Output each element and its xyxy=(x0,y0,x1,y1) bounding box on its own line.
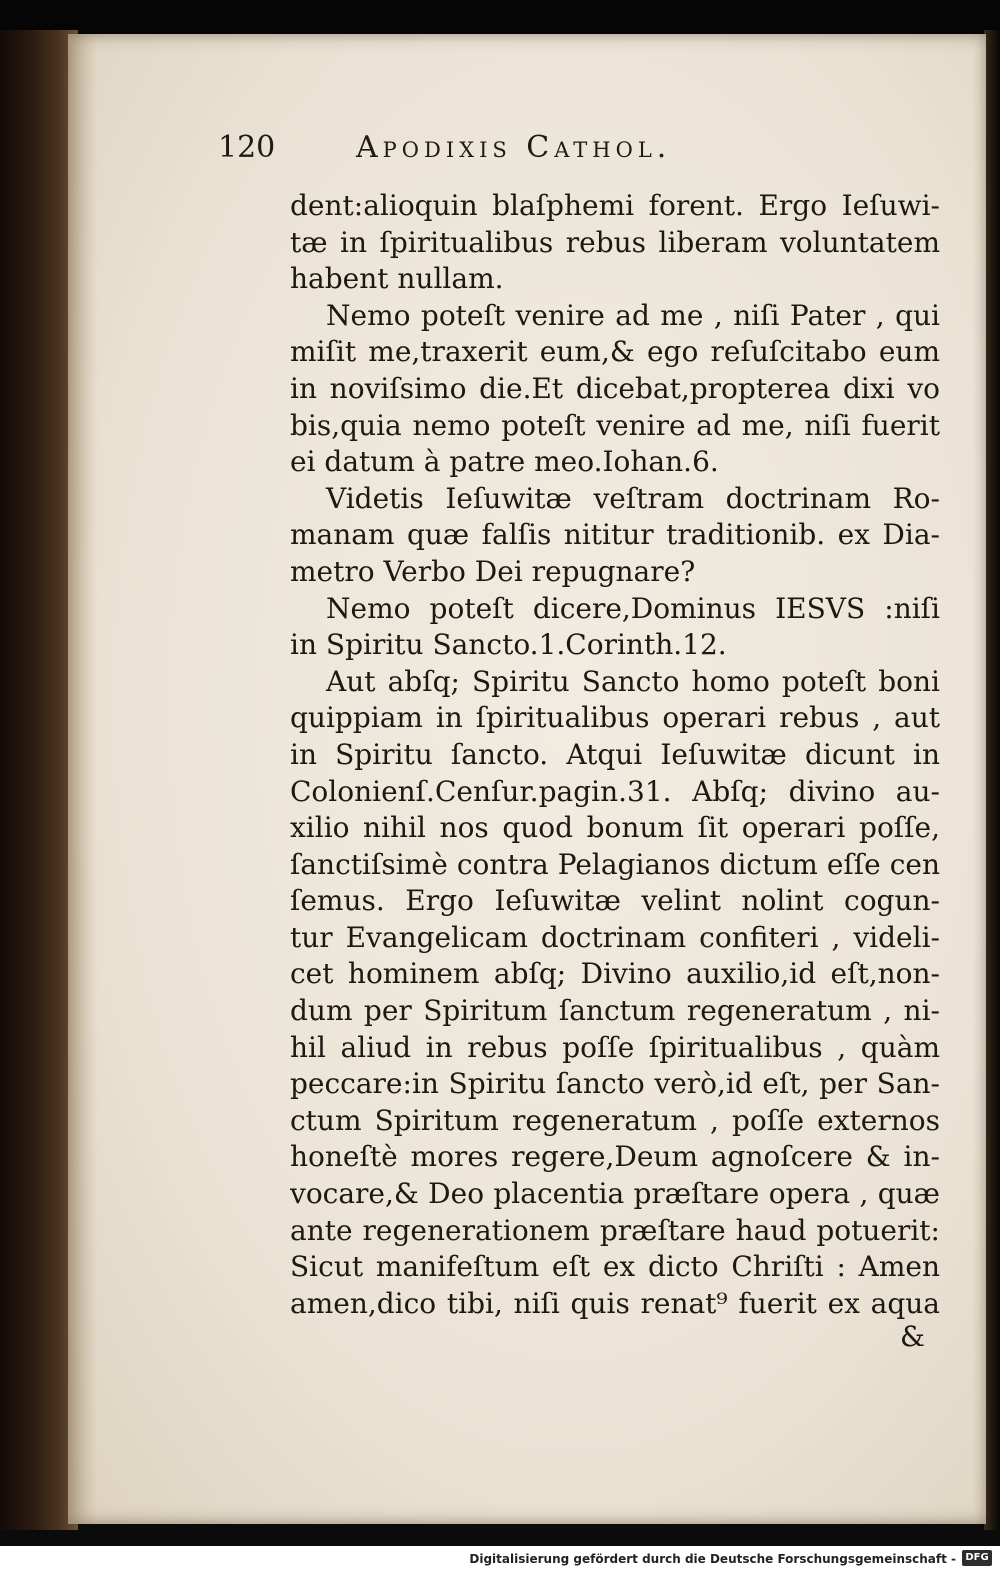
text-line: Nemo poteſt dicere,Dominus IESVS :niſi xyxy=(326,591,940,625)
text-line: peccare:in Spiritu ſancto verò,id eſt, per San- xyxy=(290,1067,940,1101)
running-head xyxy=(218,126,938,176)
funding-credit: Digitalisierung gefördert durch die Deutsche Forschungsgemeinschaft - xyxy=(469,1552,956,1566)
running-title: Apodixis Cathol. xyxy=(356,130,672,165)
text-line: Nemo poteſt venire ad me , niſi Pater , qui xyxy=(326,298,940,332)
text-line: amen,dico tibi, niſi quis renat⁹ fuerit ex aqua xyxy=(290,1286,940,1320)
text-line: in Spiritu ſancto. Atqui Ieſuwitæ dicunt in xyxy=(290,737,940,771)
text-line: ctum Spiritum regeneratum , poſſe externos xyxy=(290,1103,940,1137)
text-line: vocare,& Deo placentia præſtare opera , quæ xyxy=(290,1177,940,1211)
text-line: in noviſsimo die.Et dicebat,propterea dixi vo xyxy=(290,371,940,405)
text-line: Sicut manifeſtum eſt ex dicto Chriſti : Amen xyxy=(290,1250,940,1284)
text-line: dent:alioquin blaſphemi forent. Ergo Ieſuwi- xyxy=(290,189,940,222)
text-line: ei datum à patre meo.Iohan.6. xyxy=(290,445,719,479)
text-line: quippiam in ſpiritualibus operari rebus , aut xyxy=(290,701,940,735)
text-line: xilio nihil nos quod bonum ſit operari poſſe, xyxy=(290,811,940,845)
text-line: cet hominem abſq; Divino auxilio,id eſt,non- xyxy=(290,957,940,991)
text-line: in Spiritu Sancto.1.Corinth.12. xyxy=(290,628,727,662)
text-line: tur Evangelicam doctrinam confiteri , videli- xyxy=(290,920,940,954)
body-text xyxy=(290,188,940,1322)
book-binding xyxy=(0,30,78,1530)
text-line: manam quæ falſis nititur traditionib. ex Dia- xyxy=(290,518,940,552)
page-number: 120 xyxy=(218,130,276,165)
catchword: & xyxy=(900,1320,925,1353)
text-line: dum per Spiritum ſanctum regeneratum , ni- xyxy=(290,994,940,1028)
dfg-logo-icon: DFG xyxy=(962,1550,992,1566)
text-line: Videtis Ieſuwitæ veſtram doctrinam Ro- xyxy=(326,481,940,515)
text-line: Aut abſq; Spiritu Sancto homo poteſt boni xyxy=(326,664,940,698)
page-edge-right xyxy=(984,30,1000,1530)
text-line: honeſtè mores regere,Deum agnoſcere & in- xyxy=(290,1140,940,1174)
text-line: habent nullam. xyxy=(290,262,504,296)
text-line: ſemus. Ergo Ieſuwitæ velint nolint cogun- xyxy=(290,884,940,918)
text-line: hil aliud in rebus poſſe ſpiritualibus , quàm xyxy=(290,1030,940,1064)
text-line: ante regenerationem præſtare haud potuerit: xyxy=(290,1213,940,1247)
text-line: bis,quia nemo poteſt venire ad me, niſi fuerit xyxy=(290,408,940,442)
text-line: metro Verbo Dei repugnare? xyxy=(290,554,696,588)
text-line: Colonienſ.Cenſur.pagin.31. Abſq; divino au- xyxy=(290,774,940,808)
gutter-shadow xyxy=(68,34,98,1524)
text-line: ſanctiſsimè contra Pelagianos dictum eſſe cen xyxy=(290,847,940,881)
text-line: miſit me,traxerit eum,& ego reſuſcitabo eum xyxy=(290,335,940,369)
text-line: tæ in ſpiritualibus rebus liberam voluntatem xyxy=(290,225,940,259)
